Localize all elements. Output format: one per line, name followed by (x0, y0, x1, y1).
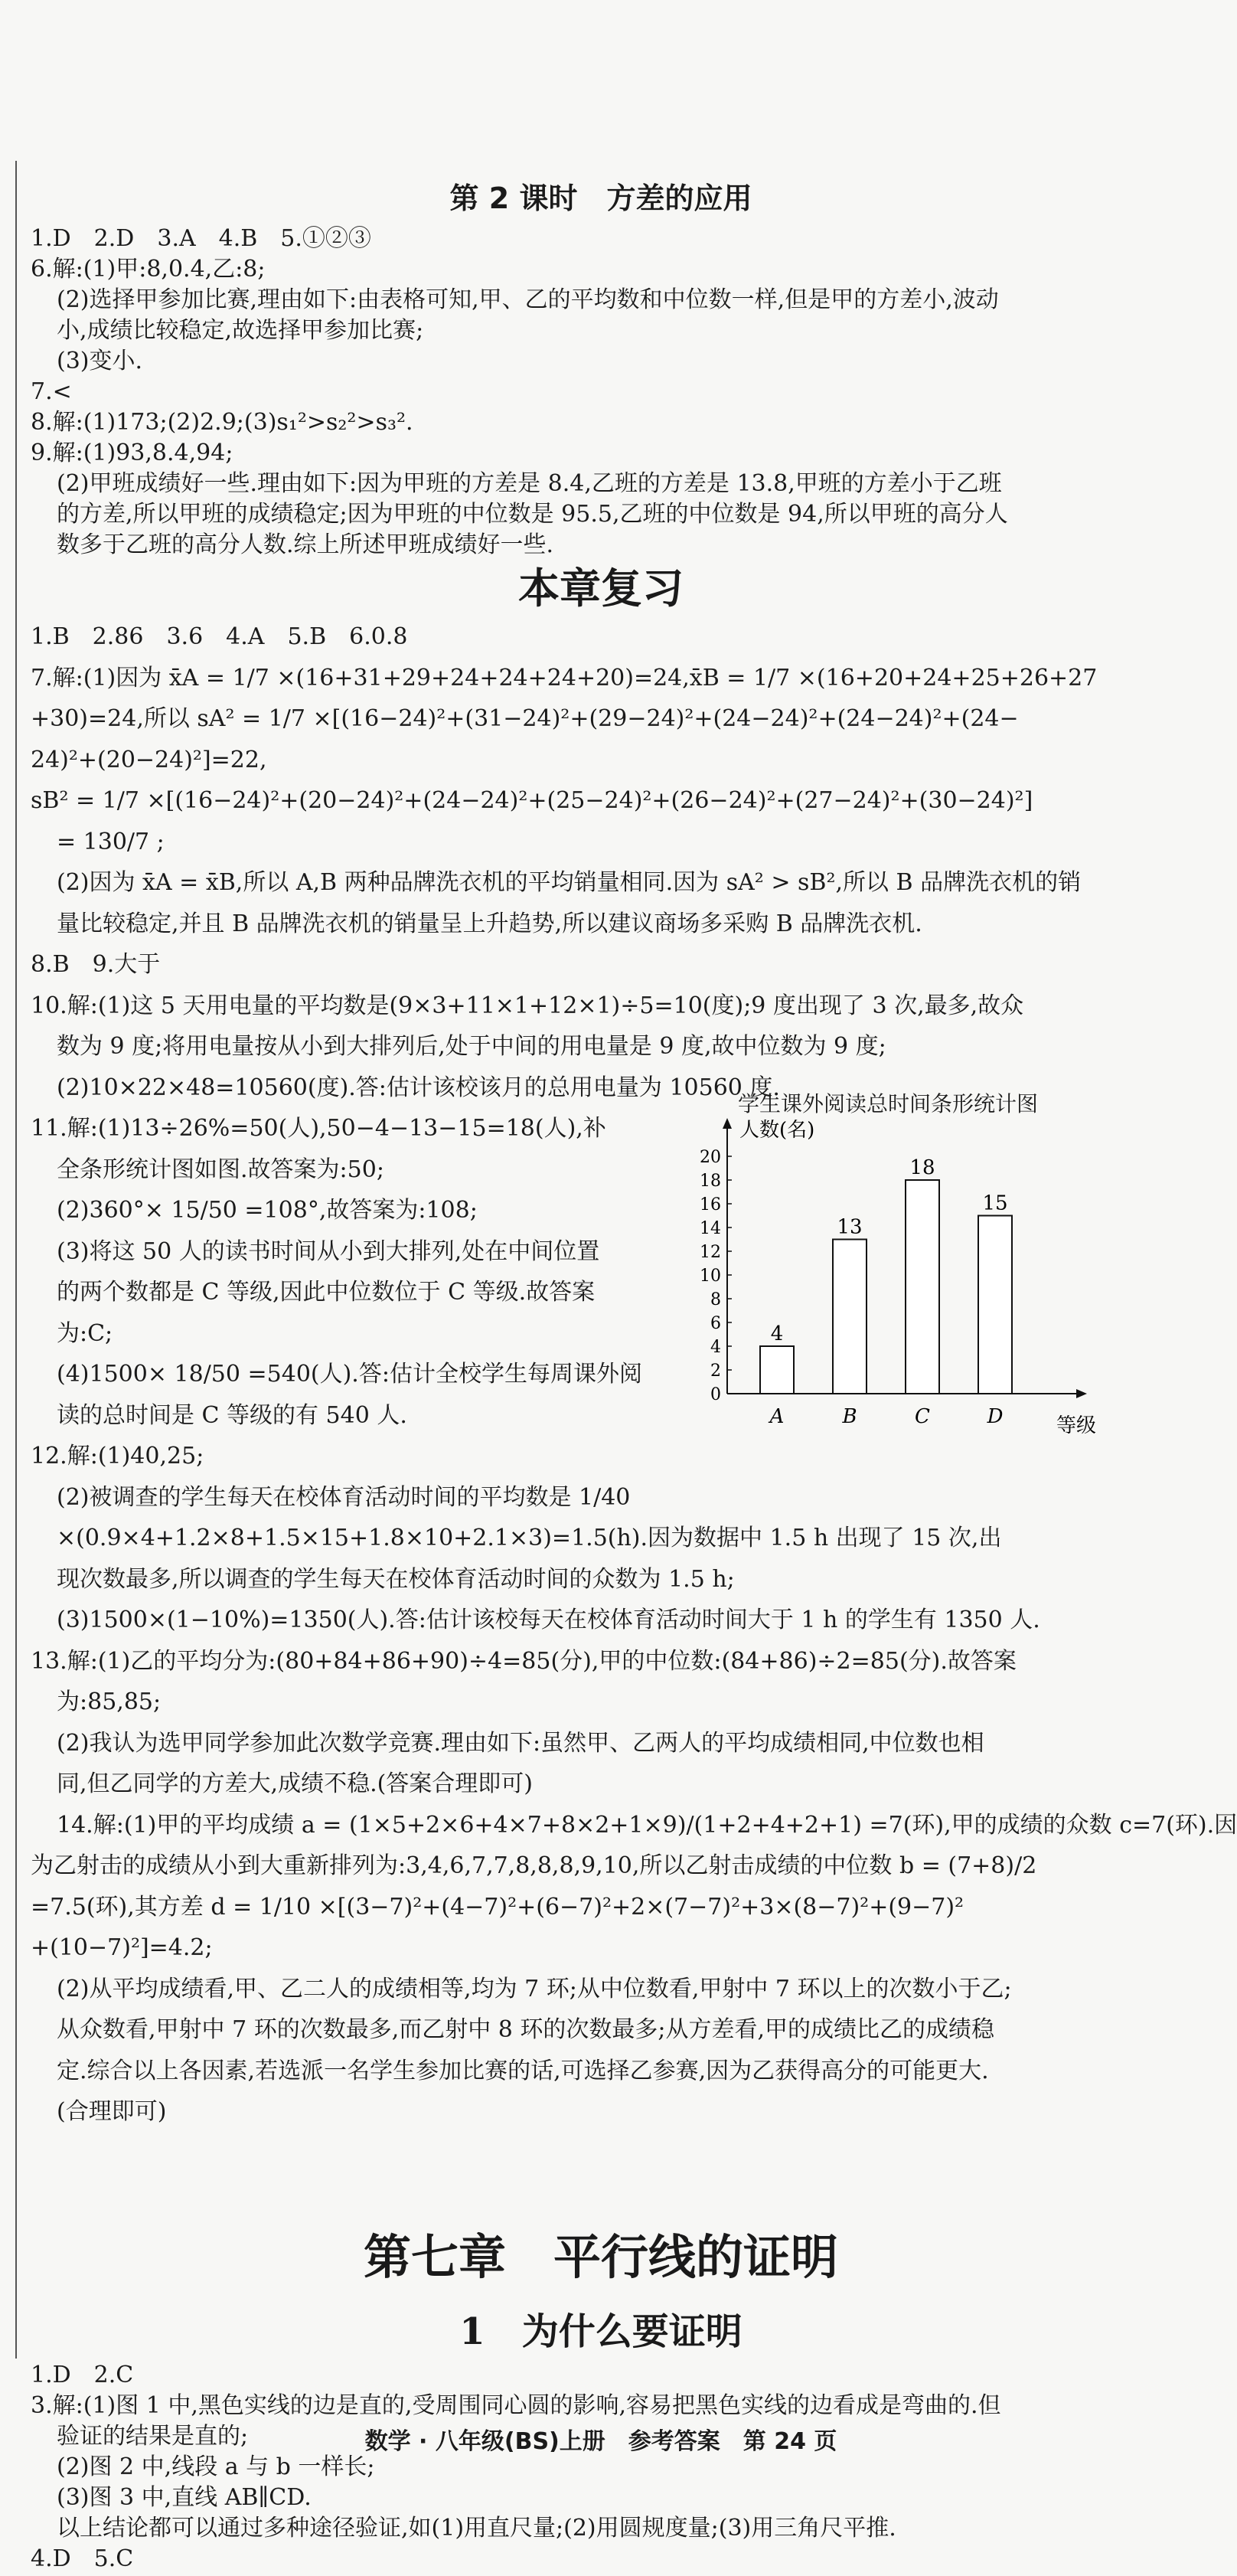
answer-line: +(10−7)²]=4.2; (31, 1934, 213, 1961)
answer-line: sB² = 1/7 ×[(16−24)²+(20−24)²+(24−24)²+(25−24)²+(26−24)²+(27−24)²+(30−24)²] (31, 787, 1033, 814)
bar-C (906, 1180, 939, 1394)
bar-A (760, 1346, 794, 1394)
margin-rule (15, 161, 17, 2359)
chapter-title: 第七章 平行线的证明 (363, 2229, 838, 2285)
answer-line: 以上结论都可以通过多种途径验证,如(1)用直尺量;(2)用圆规度量;(3)用三角尺平推. (57, 2515, 896, 2542)
category-label: C (915, 1405, 930, 1428)
y-tick-label: 8 (710, 1290, 721, 1309)
bar-value-label: 15 (982, 1192, 1008, 1215)
answer-line: 验证的结果是直的; (57, 2423, 249, 2450)
answer-line: 定.综合以上各因素,若选派一名学生参加比赛的话,可选择乙参赛,因为乙获得高分的可能更大. (57, 2057, 989, 2084)
answer-line: (2)10×22×48=10560(度).答:估计该校该月的总用电量为 10560 度. (57, 1074, 780, 1101)
answer-line: 7.< (31, 378, 72, 405)
answer-line: (2)从平均成绩看,甲、乙二人的成绩相等,均为 7 环;从中位数看,甲射中 7 环以上的次数小于乙; (57, 1975, 1012, 2002)
y-tick-label: 4 (710, 1338, 721, 1357)
answer-line: 为乙射击的成绩从小到大重新排列为:3,4,6,7,7,8,8,8,9,10,所以乙射击成绩的中位数 b = (7+8)/2 (31, 1852, 1037, 1879)
answer-line: 7.解:(1)因为 x̄A = 1/7 ×(16+31+29+24+24+24+20)=24,x̄B = 1/7 ×(16+20+24+25+26+27 (31, 664, 1098, 691)
answer-line: 的方差,所以甲班的成绩稳定;因为甲班的中位数是 95.5,乙班的中位数是 94,所以甲班的高分人 (57, 501, 1008, 528)
answer-line: 1.D 2.D 3.A 4.B 5.①②③ (31, 225, 371, 252)
answer-line: 为:85,85; (57, 1688, 162, 1715)
reading-time-bar-chart (674, 1087, 1102, 1437)
answer-line: 11.解:(1)13÷26%=50(人),50−4−13−15=18(人),补 (31, 1115, 606, 1142)
bar-D (978, 1216, 1012, 1394)
answer-line: 现次数最多,所以调查的学生每天在校体育活动时间的众数为 1.5 h; (57, 1565, 735, 1593)
answer-line: 1.B 2.86 3.6 4.A 5.B 6.0.8 (31, 623, 408, 650)
answer-line: (3)将这 50 人的读书时间从小到大排列,处在中间位置 (57, 1237, 600, 1265)
y-tick-label: 20 (700, 1148, 721, 1167)
bar-value-label: 13 (837, 1215, 863, 1239)
answer-line: 为:C; (57, 1319, 113, 1347)
y-tick-label: 14 (700, 1219, 721, 1238)
answer-line: 8.解:(1)173;(2)2.9;(3)s₁²>s₂²>s₃². (31, 409, 413, 436)
y-tick-label: 10 (700, 1267, 721, 1286)
x-axis-arrow (1076, 1389, 1087, 1398)
y-tick-label: 16 (700, 1195, 721, 1214)
chart-title: 学生课外阅读总时间条形统计图 (737, 1091, 1038, 1116)
answer-line: (3)1500×(1−10%)=1350(人).答:估计该校每天在校体育活动时间大于 1 h 的学生有 1350 人. (57, 1607, 1040, 1633)
category-label: A (769, 1405, 785, 1428)
bar-B (833, 1240, 867, 1394)
answer-line: 同,但乙同学的方差大,成绩不稳.(答案合理即可) (57, 1770, 534, 1797)
y-tick-label: 18 (700, 1172, 721, 1191)
review-title: 本章复习 (518, 564, 684, 613)
answer-line: 量比较稳定,并且 B 品牌洗衣机的销量呈上升趋势,所以建议商场多采购 B 品牌洗衣机. (57, 910, 922, 937)
answer-line: (合理即可) (57, 2098, 167, 2125)
y-tick-label: 0 (710, 1385, 721, 1404)
y-tick-label: 2 (710, 1362, 721, 1381)
answer-line: 全条形统计图如图.故答案为:50; (57, 1156, 384, 1183)
y-axis-arrow (723, 1118, 732, 1129)
answer-line: 13.解:(1)乙的平均分为:(80+84+86+90)÷4=85(分),甲的中位数:(84+86)÷2=85(分).故答案 (31, 1647, 1017, 1675)
answer-line: (3)变小. (57, 348, 143, 374)
category-label: D (987, 1405, 1004, 1428)
answer-line: (4)1500× 18/50 =540(人).答:估计全校学生每周课外阅 (57, 1361, 642, 1388)
answer-line: (2)360°× 15/50 =108°,故答案为:108; (57, 1197, 478, 1224)
category-label: B (842, 1405, 857, 1428)
answer-line: 数为 9 度;将用电量按从小到大排列后,处于中间的用电量是 9 度,故中位数为 9 度; (57, 1033, 886, 1060)
chart-plot (674, 1087, 1102, 1437)
answer-line: 读的总时间是 C 等级的有 540 人. (57, 1401, 407, 1429)
answer-line: 8.B 9.大于 (31, 951, 161, 978)
x-axis-label: 等级 (1056, 1414, 1097, 1437)
bar-value-label: 18 (909, 1156, 935, 1179)
answer-line: (2)选择甲参加比赛,理由如下:由表格可知,甲、乙的平均数和中位数一样,但是甲的方差小,波动 (57, 286, 999, 313)
answer-line: (2)因为 x̄A = x̄B,所以 A,B 两种品牌洗衣机的平均销量相同.因为 sA² > sB²,所以 B 品牌洗衣机的销 (57, 869, 1082, 896)
answer-line: =7.5(环),其方差 d = 1/10 ×[(3−7)²+(4−7)²+(6−7)²+2×(7−7)²+3×(8−7)²+(9−7)² (31, 1893, 964, 1921)
y-tick-label: 12 (700, 1243, 721, 1262)
answer-line: 10.解:(1)这 5 天用电量的平均数是(9×3+11×1+12×1)÷5=10(度);9 度出现了 3 次,最多,故众 (31, 992, 1024, 1019)
answer-line: (3)图 3 中,直线 AB∥CD. (57, 2484, 312, 2511)
answer-line: 4.D 5.C (31, 2545, 134, 2572)
answer-line: (2)被调查的学生每天在校体育活动时间的平均数是 1/40 (57, 1483, 631, 1511)
answer-line: (2)甲班成绩好一些.理由如下:因为甲班的方差是 8.4,乙班的方差是 13.8,甲班的方差小于乙班 (57, 470, 1002, 497)
answer-line: = 130/7 ; (57, 828, 165, 855)
answer-line: +30)=24,所以 sA² = 1/7 ×[(16−24)²+(31−24)²+(29−24)²+(24−24)²+(24−24)²+(24− (31, 705, 1019, 732)
answer-line: 从众数看,甲射中 7 环的次数最多,而乙射中 8 环的次数最多;从方差看,甲的成绩比乙的成绩稳 (57, 2016, 995, 2043)
lesson-title: 第 2 课时 方差的应用 (449, 181, 752, 215)
answer-line: (2)我认为选甲同学参加此次数学竞赛.理由如下:虽然甲、乙两人的平均成绩相同,中位数也相 (57, 1729, 984, 1757)
section-title: 1 为什么要证明 (459, 2310, 743, 2353)
answer-line: (2)图 2 中,线段 a 与 b 一样长; (57, 2453, 375, 2480)
answer-line: 3.解:(1)图 1 中,黑色实线的边是直的,受周围同心圆的影响,容易把黑色实线的边看成是弯曲的.但 (31, 2392, 1001, 2419)
answer-line: 数多于乙班的高分人数.综上所述甲班成绩好一些. (57, 531, 554, 558)
answer-line: 的两个数都是 C 等级,因此中位数位于 C 等级.故答案 (57, 1279, 596, 1306)
page-footer: 数学 · 八年级(BS)上册 参考答案 第 24 页 (364, 2428, 837, 2455)
bar-value-label: 4 (770, 1322, 784, 1345)
answer-line: 24)²+(20−24)²]=22, (31, 746, 267, 773)
answer-line: 14.解:(1)甲的平均成绩 a = (1×5+2×6+4×7+8×2+1×9)/(1+2+4+2+1) =7(环),甲的成绩的众数 c=7(环).因 (57, 1811, 1237, 1839)
answer-line: 小,成绩比较稳定,故选择甲参加比赛; (57, 317, 424, 344)
y-axis-label: 人数(名) (739, 1119, 815, 1142)
answer-line: 1.D 2.C (31, 2362, 134, 2388)
answer-line: 9.解:(1)93,8.4,94; (31, 440, 233, 466)
answer-line: ×(0.9×4+1.2×8+1.5×15+1.8×10+2.1×3)=1.5(h).因为数据中 1.5 h 出现了 15 次,出 (57, 1525, 1002, 1551)
answer-line: 6.解:(1)甲:8,0.4,乙:8; (31, 256, 266, 283)
answer-line: 12.解:(1)40,25; (31, 1443, 204, 1469)
y-tick-label: 6 (710, 1314, 721, 1333)
